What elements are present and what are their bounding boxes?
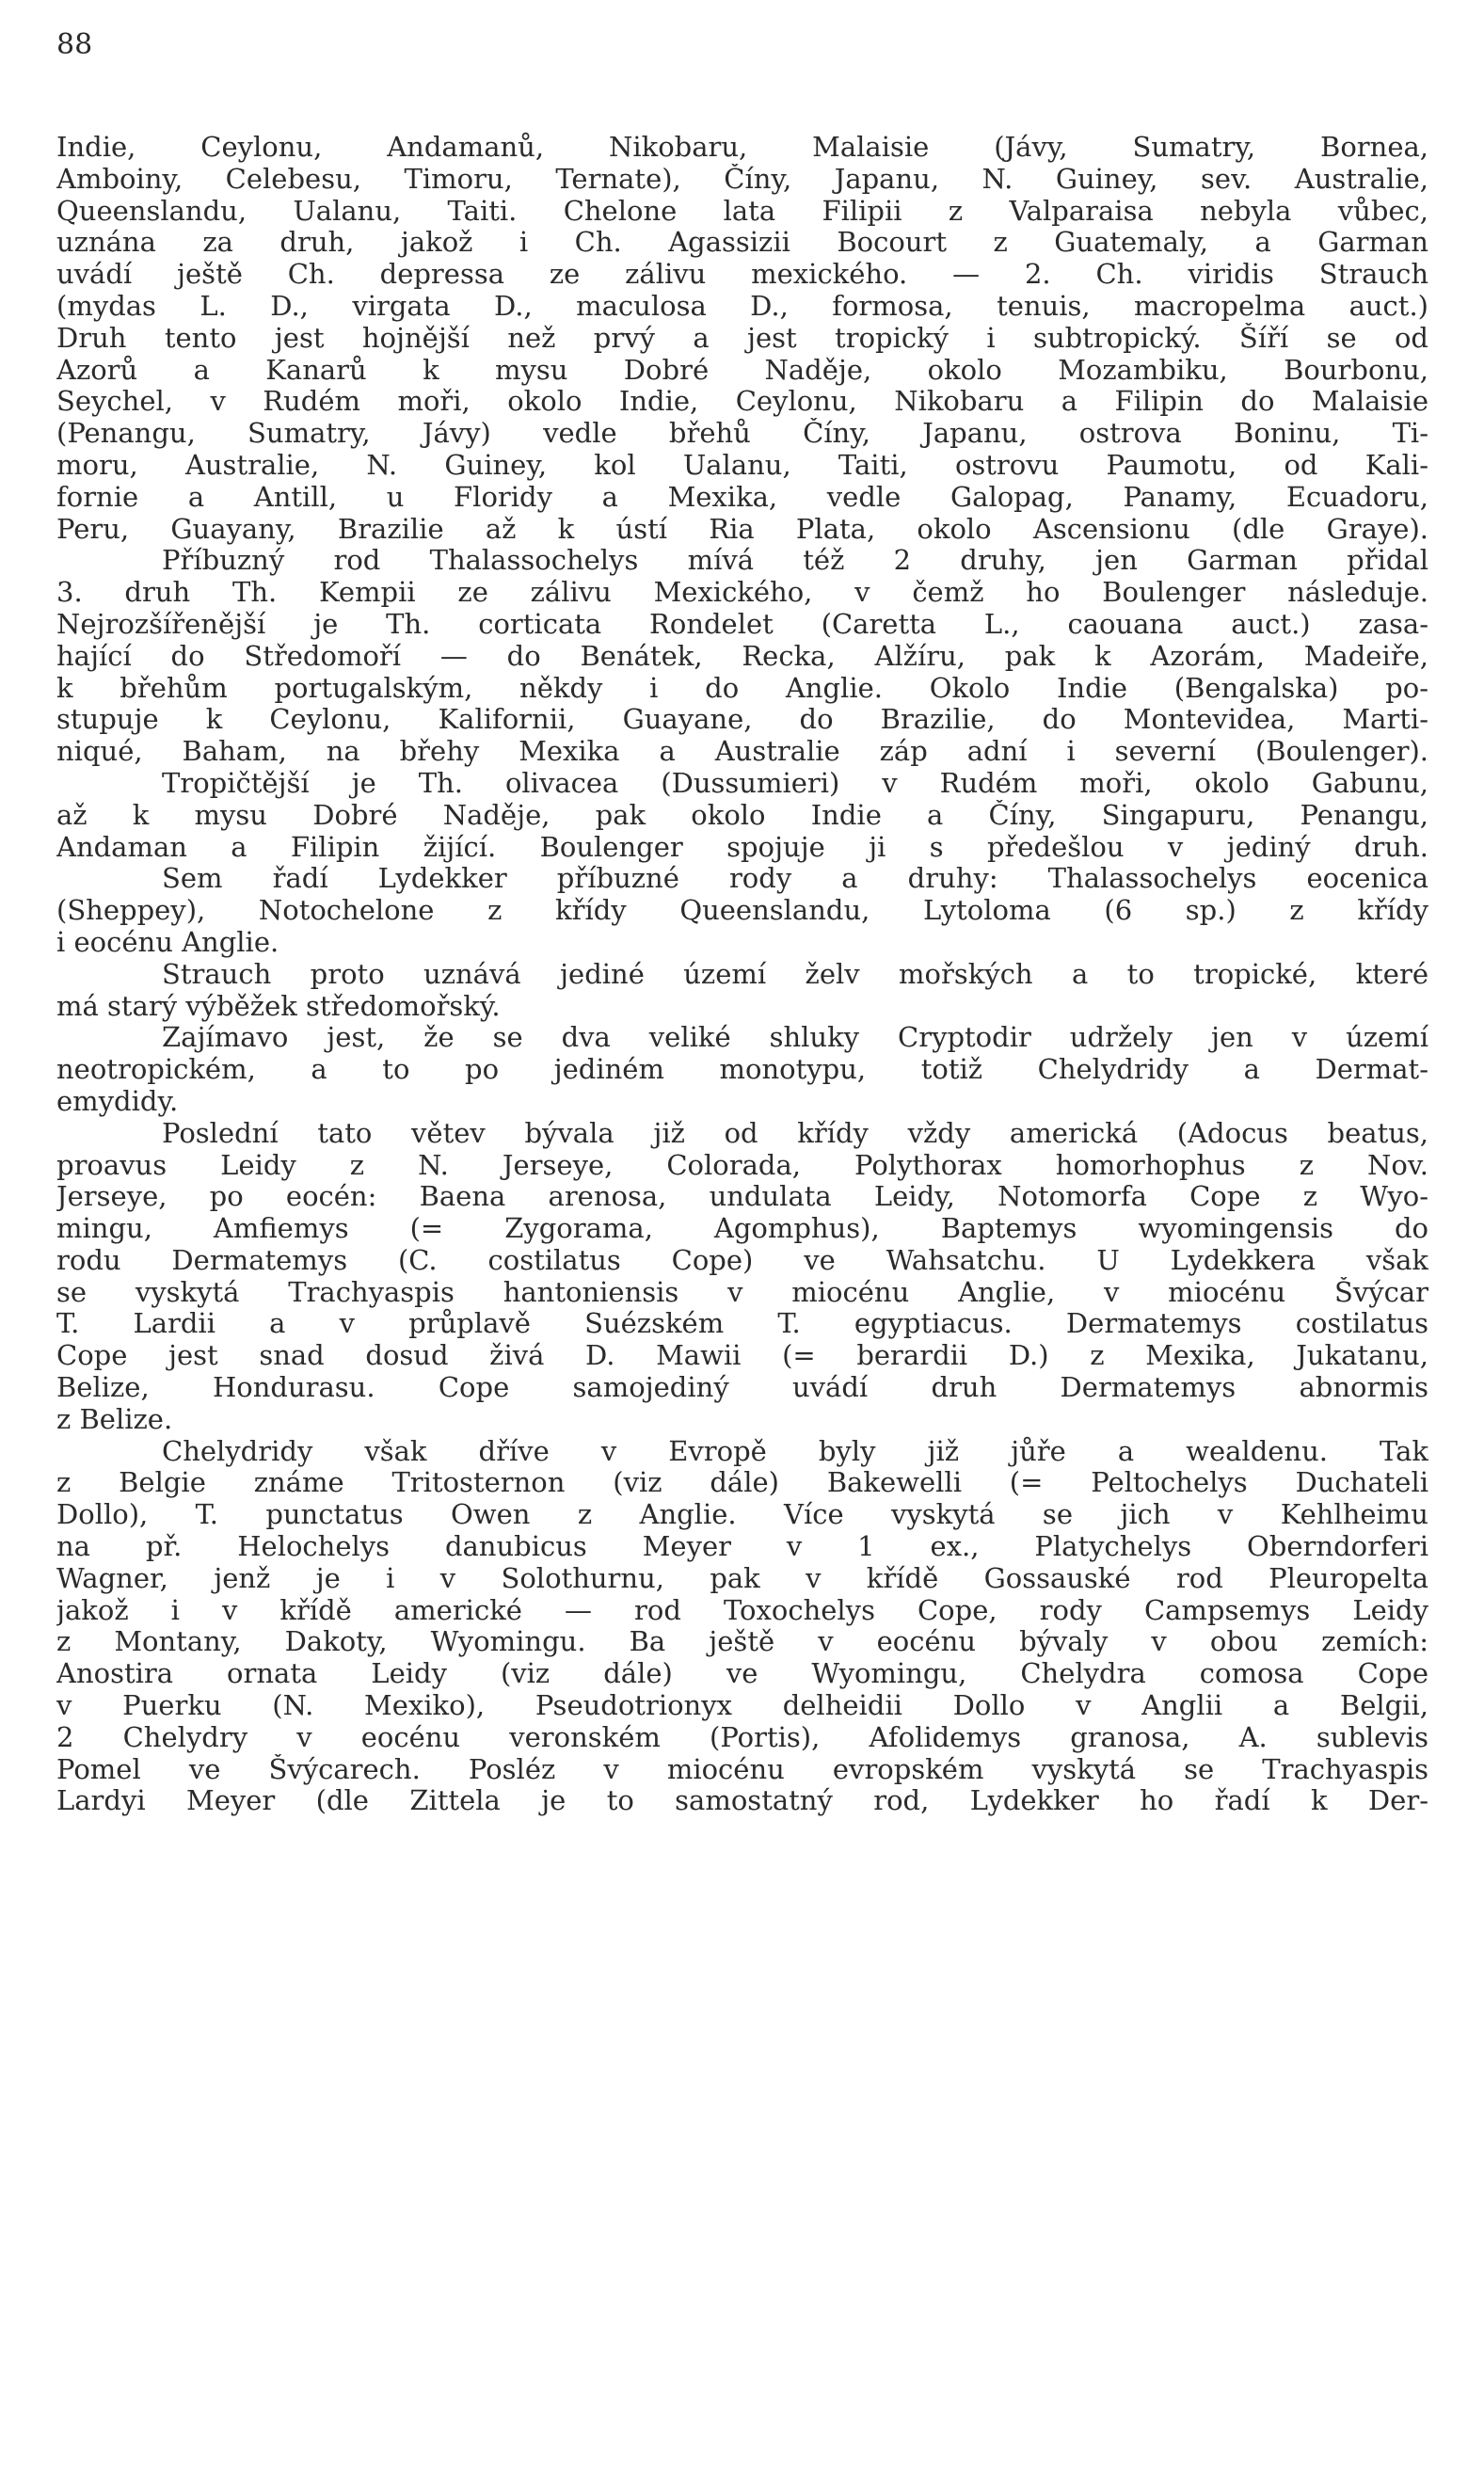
text-line: (Penangu, Sumatry, Jávy) vedle břehů Číny, Japanu, ostrova Boninu, Ti- — [56, 418, 1428, 450]
text-line: Lardyi Meyer (dle Zittela je to samostatný rod, Lydekker ho řadí k Der- — [56, 1785, 1428, 1817]
text-line: niqué, Baham, na břehy Mexika a Australie záp adní i severní (Boulenger). — [56, 736, 1428, 768]
text-line: T. Lardii a v průplavě Suézském T. egyptiacus. Dermatemys costilatus — [56, 1308, 1428, 1340]
body-text — [56, 132, 1428, 1817]
text-line: Belize, Hondurasu. Cope samojediný uvádí druh Dermatemys abnormis — [56, 1372, 1428, 1404]
text-line: Nejrozšířenější je Th. corticata Rondelet (Caretta L., caouana auct.) zasa- — [56, 608, 1428, 640]
text-line: rodu Dermatemys (C. costilatus Cope) ve Wahsatchu. U Lydekkera však — [56, 1244, 1428, 1276]
text-line: i eocénu Anglie. — [56, 926, 279, 958]
text-line: Tropičtější je Th. olivacea (Dussumieri) v Rudém moři, okolo Gabunu, — [162, 767, 1428, 799]
text-line: z Belgie známe Tritosternon (viz dále) Bakewelli (= Peltochelys Duchateli — [56, 1467, 1428, 1499]
text-line: fornie a Antill, u Floridy a Mexika, vedle Galopag, Panamy, Ecuadoru, — [56, 481, 1428, 513]
text-line: až k mysu Dobré Naděje, pak okolo Indie a Číny, Singapuru, Penangu, — [56, 799, 1428, 831]
text-line: Sem řadí Lydekker příbuzné rody a druhy: Thalassochelys eocenica — [162, 863, 1428, 895]
text-line: Wagner, jenž je i v Solothurnu, pak v křídě Gossauské rod Pleuropelta — [56, 1562, 1428, 1594]
text-line: Peru, Guayany, Brazilie až k ústí Ria Plata, okolo Ascensionu (dle Graye). — [56, 513, 1428, 545]
text-line: hající do Středomoří — do Benátek, Recka, Alžíru, pak k Azorám, Madeiře, — [56, 640, 1428, 672]
text-line: Strauch proto uznává jediné území želv mořských a to tropické, které — [162, 958, 1428, 990]
text-line: 2 Chelydry v eocénu veronském (Portis), Afolidemys granosa, A. sublevis — [56, 1721, 1428, 1753]
text-line: Azorů a Kanarů k mysu Dobré Naděje, okolo Mozambiku, Bourbonu, — [56, 354, 1428, 386]
text-line: (mydas L. D., virgata D., maculosa D., formosa, tenuis, macropelma auct.) — [56, 290, 1428, 322]
text-line: Pomel ve Švýcarech. Posléz v miocénu evropském vyskytá se Trachyaspis — [56, 1753, 1428, 1785]
text-line: na př. Helochelys danubicus Meyer v 1 ex., Platychelys Oberndorferi — [56, 1531, 1428, 1563]
text-line: Queenslandu, Ualanu, Taiti. Chelone lata Filipii z Valparaisa nebyla vůbec, — [56, 195, 1428, 227]
text-line: z Belize. — [56, 1403, 173, 1435]
text-line: Cope jest snad dosud živá D. Mawii (= berardii D.) z Mexika, Jukatanu, — [56, 1340, 1428, 1372]
text-line: má starý výběžek středomořský. — [56, 990, 501, 1022]
text-line: proavus Leidy z N. Jerseye, Colorada, Polythorax homorhophus z Nov. — [56, 1149, 1428, 1181]
text-line: 3. druh Th. Kempii ze zálivu Mexického, v čemž ho Boulenger následuje. — [56, 577, 1428, 609]
text-line: stupuje k Ceylonu, Kalifornii, Guayane, do Brazilie, do Montevidea, Marti- — [56, 704, 1428, 736]
text-line: Příbuzný rod Thalassochelys mívá též 2 druhy, jen Garman přidal — [162, 545, 1428, 577]
text-line: Andaman a Filipin žijící. Boulenger spojuje ji s předešlou v jediný druh. — [56, 831, 1428, 863]
text-line: se vyskytá Trachyaspis hantoniensis v miocénu Anglie, v miocénu Švýcar — [56, 1276, 1428, 1308]
page-number: 88 — [56, 28, 93, 61]
text-line: uvádí ještě Ch. depressa ze zálivu mexického. — 2. Ch. viridis Strauch — [56, 259, 1428, 291]
text-line: Indie, Ceylonu, Andamanů, Nikobaru, Malaisie (Jávy, Sumatry, Bornea, — [56, 132, 1428, 163]
text-line: Amboiny, Celebesu, Timoru, Ternate), Číny, Japanu, N. Guiney, sev. Australie, — [56, 163, 1428, 195]
text-line: Seychel, v Rudém moři, okolo Indie, Ceylonu, Nikobaru a Filipin do Malaisie — [56, 386, 1428, 418]
text-line: z Montany, Dakoty, Wyomingu. Ba ještě v eocénu bývaly v obou zemích: — [56, 1626, 1428, 1658]
text-line: k břehům portugalským, někdy i do Anglie. Okolo Indie (Bengalska) po- — [56, 672, 1428, 704]
text-line: v Puerku (N. Mexiko), Pseudotrionyx delheidii Dollo v Anglii a Belgii, — [56, 1690, 1428, 1722]
text-line: uznána za druh, jakož i Ch. Agassizii Bocourt z Guatemaly, a Garman — [56, 227, 1428, 259]
text-line: Druh tento jest hojnější než prvý a jest tropický i subtropický. Šíří se od — [56, 322, 1428, 354]
text-line: neotropickém, a to po jediném monotypu, totiž Chelydridy a Dermat- — [56, 1054, 1428, 1086]
text-line: Zajímavo jest, že se dva veliké shluky Cryptodir udržely jen v území — [162, 1022, 1428, 1054]
text-line: Dollo), T. punctatus Owen z Anglie. Více vyskytá se jich v Kehlheimu — [56, 1499, 1428, 1531]
text-line: moru, Australie, N. Guiney, kol Ualanu, Taiti, ostrovu Paumotu, od Kali- — [56, 449, 1428, 481]
text-line: Poslední tato větev bývala již od křídy vždy americká (Adocus beatus, — [162, 1117, 1428, 1149]
text-line: Anostira ornata Leidy (viz dále) ve Wyomingu, Chelydra comosa Cope — [56, 1658, 1428, 1690]
text-line: Jerseye, po eocén: Baena arenosa, undulata Leidy, Notomorfa Cope z Wyo- — [56, 1181, 1428, 1213]
text-line: mingu, Amfiemys (= Zygorama, Agomphus), Baptemys wyomingensis do — [56, 1213, 1428, 1245]
text-line: jakož i v křídě americké — rod Toxochelys Cope, rody Campsemys Leidy — [56, 1594, 1428, 1626]
text-line: (Sheppey), Notochelone z křídy Queenslandu, Lytoloma (6 sp.) z křídy — [56, 895, 1428, 927]
text-line: emydidy. — [56, 1085, 179, 1117]
text-line: Chelydridy však dříve v Evropě byly již jůře a wealdenu. Tak — [162, 1435, 1428, 1467]
